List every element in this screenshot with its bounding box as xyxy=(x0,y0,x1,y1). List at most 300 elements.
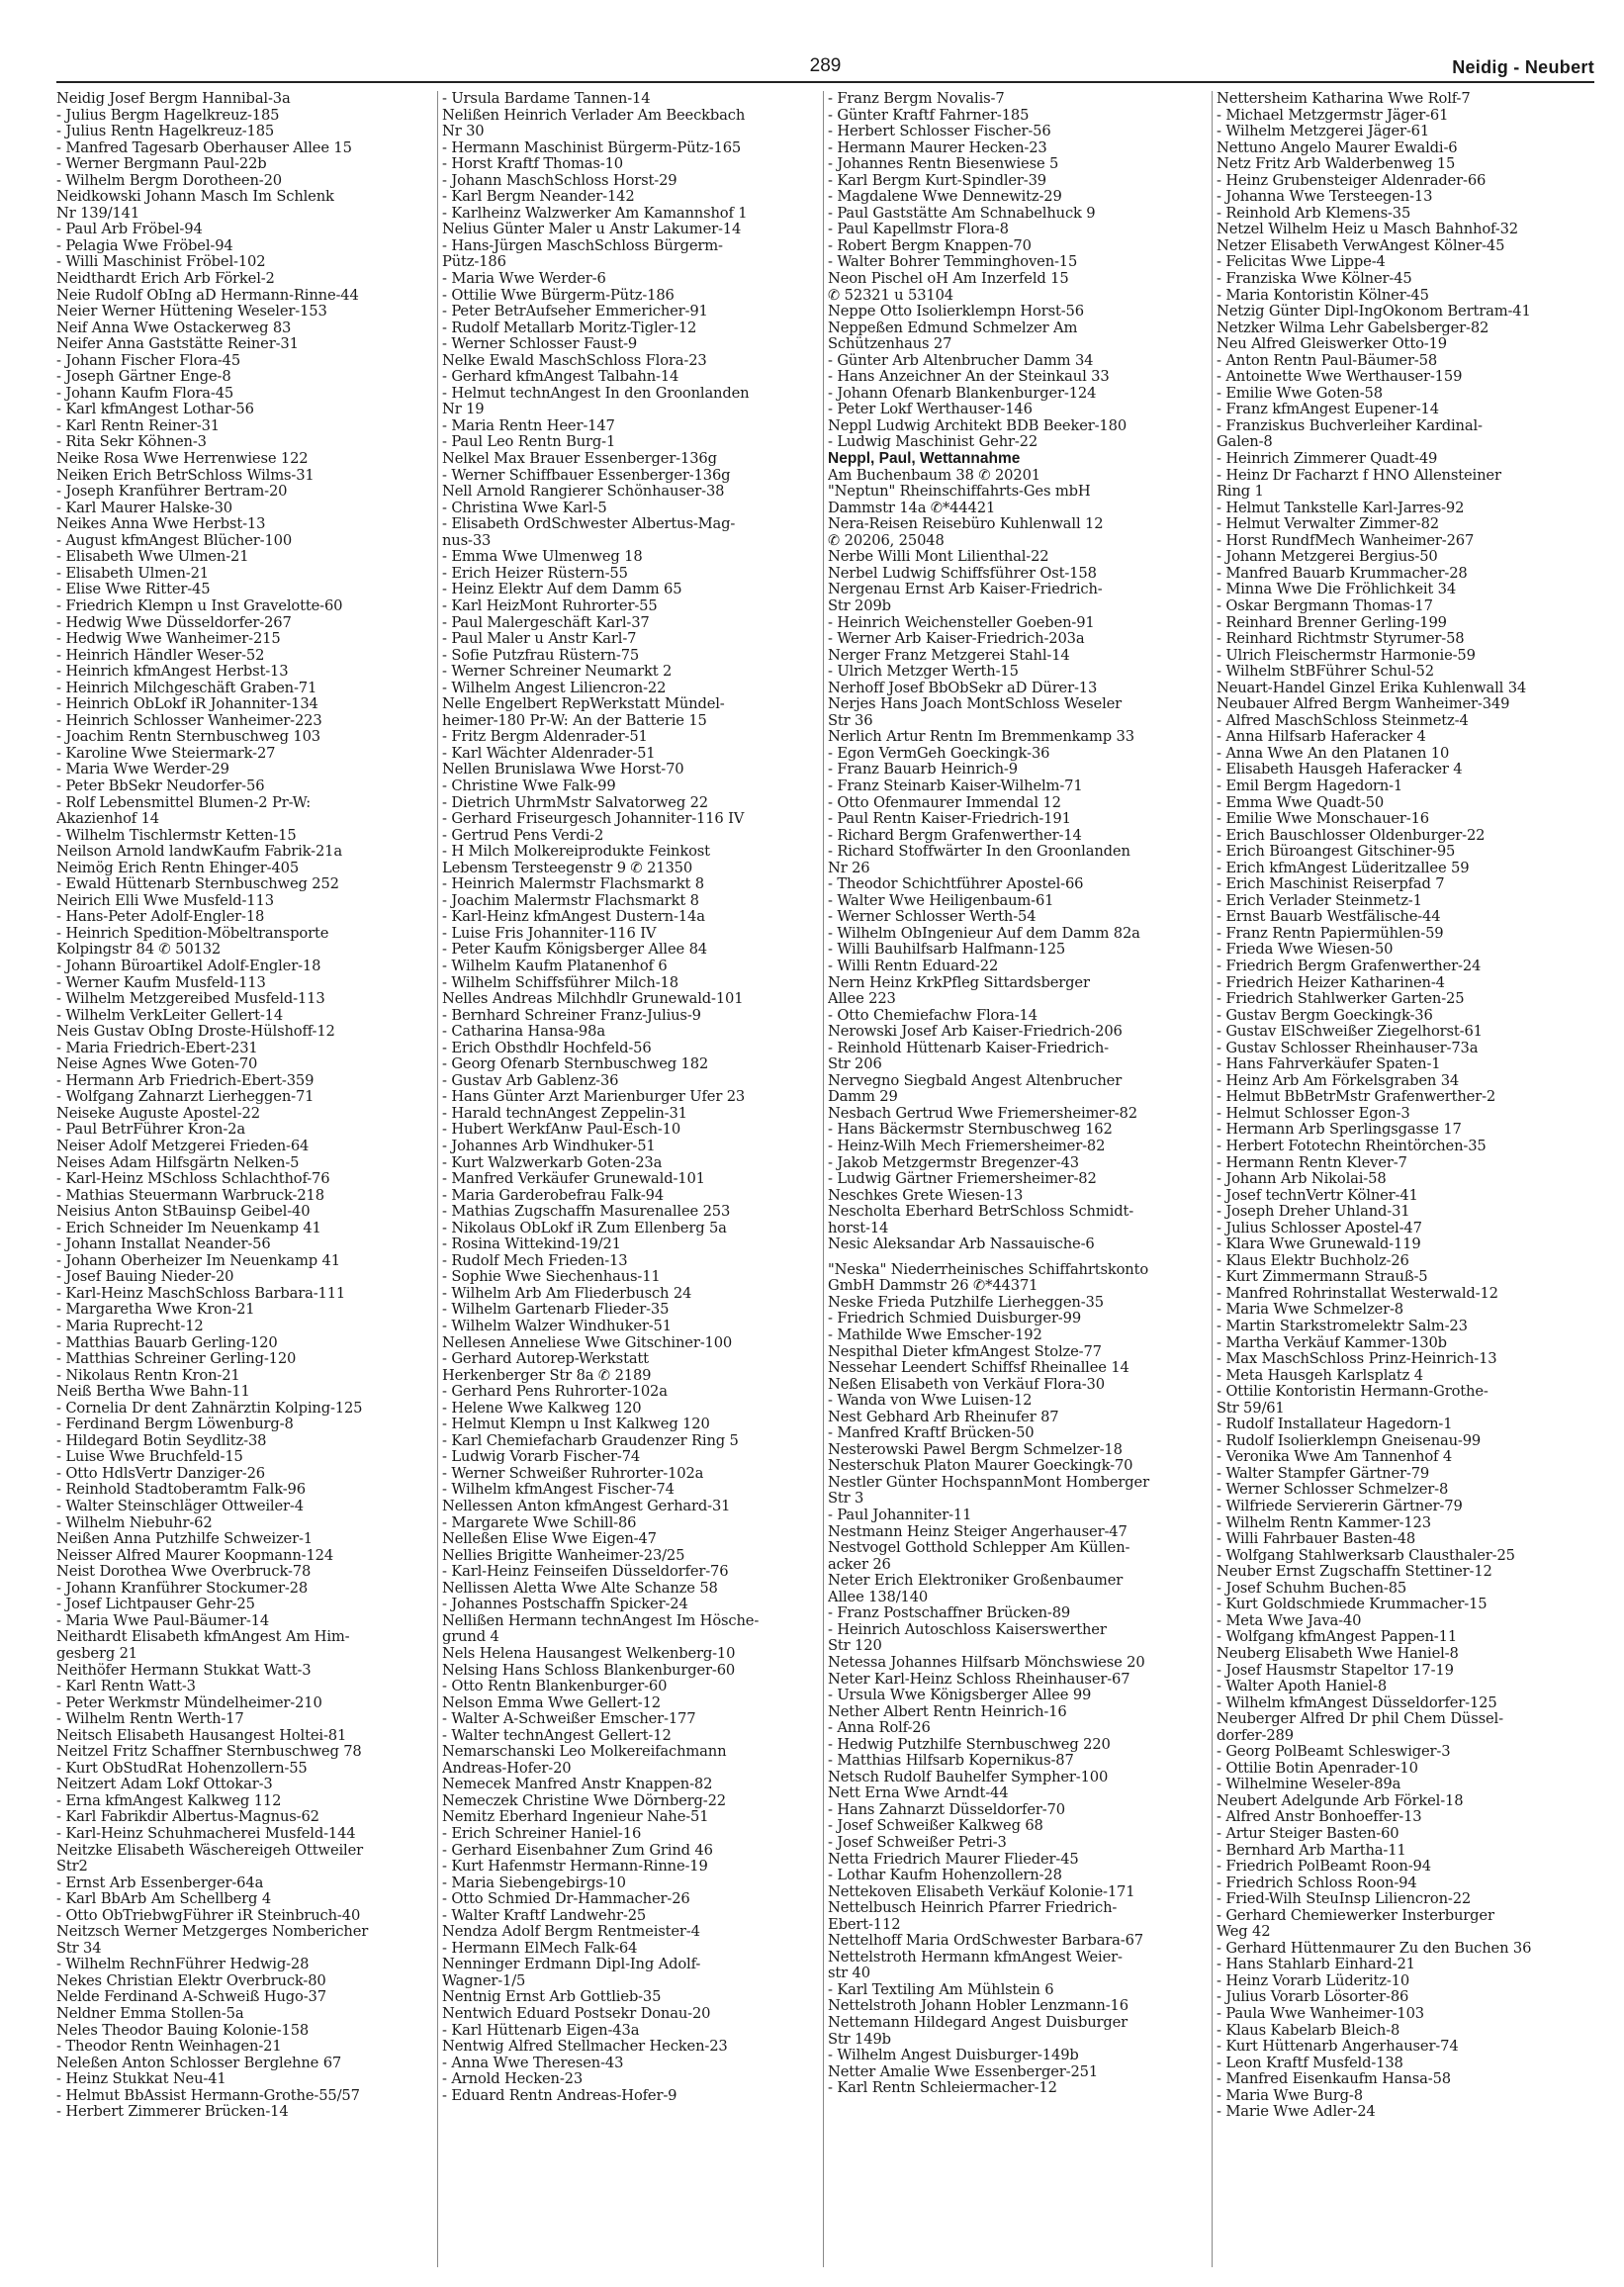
directory-entry-line: - Wilhelm kfmAngest Düsseldorfer-125 xyxy=(1217,1694,1497,1711)
directory-entry-line: - Manfred Verkäufer Grunewald-101 xyxy=(442,1171,705,1188)
directory-entry-line: - Reinhold Hüttenarb Kaiser-Friedrich- xyxy=(828,1040,1109,1056)
directory-entry-line: - Werner Schweißer Ruhrorter-102a xyxy=(442,1465,704,1482)
directory-entry-line: Neppeßen Edmund Schmelzer Am xyxy=(828,320,1078,336)
directory-entry-line: - Franz Postschaffner Brücken-89 xyxy=(828,1605,1071,1622)
directory-entry-line: - Kurt Hüttenarb Angerhauser-74 xyxy=(1217,2039,1459,2056)
directory-entry-line: Galen-8 xyxy=(1217,434,1273,451)
directory-entry-line: - Meta Wwe Java-40 xyxy=(1217,1612,1362,1629)
directory-entry-line: - Franziska Wwe Kölner-45 xyxy=(1217,271,1412,288)
directory-entry-line: - Wilhelm Walzer Windhuker-51 xyxy=(442,1319,672,1335)
directory-entry-line: - Peter BbSekr Neudorfer-56 xyxy=(56,778,265,794)
directory-entry-line: Nerowski Josef Arb Kaiser-Friedrich-206 xyxy=(828,1024,1123,1041)
directory-entry-line: - Wolfgang Zahnarzt Lierheggen-71 xyxy=(56,1089,315,1106)
directory-entry-line: Nentwig Alfred Stellmacher Hecken-23 xyxy=(442,2039,728,2056)
directory-entry-line: Nesbach Gertrud Wwe Friemersheimer-82 xyxy=(828,1105,1137,1122)
directory-entry-line: - Paul Rentn Kaiser-Friedrich-191 xyxy=(828,811,1071,828)
directory-entry-line: - Otto ObTriebwgFührer iR Steinbruch-40 xyxy=(56,1907,361,1924)
directory-entry-line: - Rudolf Isolierklempn Gneisenau-99 xyxy=(1217,1432,1482,1449)
directory-entry-line: - Wanda von Wwe Luisen-12 xyxy=(828,1393,1033,1410)
directory-column-3 xyxy=(828,91,1202,2097)
directory-entry-line: - Wilfriede Serviererin Gärtner-79 xyxy=(1217,1499,1463,1515)
directory-entry-line: horst-14 xyxy=(828,1220,889,1236)
directory-entry-line: acker 26 xyxy=(828,1556,891,1573)
directory-entry-line: - Hubert WerkfAnw Paul-Esch-10 xyxy=(442,1122,681,1139)
directory-entry-line: - Horst Kraftf Thomas-10 xyxy=(442,156,623,173)
directory-entry-line: Ebert-112 xyxy=(828,1916,901,1933)
directory-entry-line: Nettersheim Katharina Wwe Rolf-7 xyxy=(1217,91,1471,107)
directory-entry-line: - Helmut Schlosser Egon-3 xyxy=(1217,1105,1410,1122)
directory-entry-line: Neleßen Anton Schlosser Berglehne 67 xyxy=(56,2055,342,2071)
directory-entry-line: - Maria Rentn Heer-147 xyxy=(442,417,615,434)
directory-entry-line: - Margaretha Wwe Kron-21 xyxy=(56,1302,255,1319)
directory-entry-line: - Karl-Heinz kfmAngest Dustern-14a xyxy=(442,909,705,926)
directory-entry-line: - Heinrich Schlosser Wanheimer-223 xyxy=(56,712,322,729)
directory-entry-line: - Heinrich Händler Weser-52 xyxy=(56,647,265,664)
directory-entry-line: Neikes Anna Wwe Herbst-13 xyxy=(56,516,266,533)
directory-entry-line: - Heinrich Spedition-Möbeltransporte xyxy=(56,925,329,942)
directory-entry-line: Nellissen Aletta Wwe Alte Schanze 58 xyxy=(442,1580,718,1597)
directory-entry-line: - Margarete Wwe Schill-86 xyxy=(442,1514,637,1531)
directory-entry-line: Nemitz Eberhard Ingenieur Nahe-51 xyxy=(442,1809,709,1826)
directory-entry-line: - Meta Hausgeh Karlsplatz 4 xyxy=(1217,1367,1423,1384)
directory-entry-line: - Artur Steiger Basten-60 xyxy=(1217,1825,1399,1842)
directory-entry-line: - Alfred Anstr Bonhoeffer-13 xyxy=(1217,1809,1422,1826)
directory-entry-line: - Michael Metzgermstr Jäger-61 xyxy=(1217,107,1449,124)
directory-entry-line: - Karl Rentn Watt-3 xyxy=(56,1679,196,1695)
directory-entry-line: - Josef Schuhm Buchen-85 xyxy=(1217,1580,1407,1597)
directory-entry-line: - Johann Arb Nikolai-58 xyxy=(1217,1171,1387,1188)
directory-entry-line: - Heinz Arb Am Förkelsgraben 34 xyxy=(1217,1072,1460,1089)
directory-entry-line: - Walter Wwe Heiligenbaum-61 xyxy=(828,892,1054,909)
directory-entry-line: - Helmut BbBetrMstr Grafenwerther-2 xyxy=(1217,1089,1496,1106)
directory-entry-line: - Wolfgang kfmAngest Pappen-11 xyxy=(1217,1629,1458,1646)
directory-entry-line: Akazienhof 14 xyxy=(56,811,159,828)
directory-entry-line: - Peter Werkmstr Mündelheimer-210 xyxy=(56,1694,322,1711)
directory-entry-line: - Heinz-Wilh Mech Friemersheimer-82 xyxy=(828,1139,1106,1154)
directory-entry-line: - Erich kfmAngest Lüderitzallee 59 xyxy=(1217,860,1470,876)
directory-entry-line: - Rudolf Metallarb Moritz-Tigler-12 xyxy=(442,320,697,336)
directory-entry-line: Nellißen Hermann technAngest Im Hösche- xyxy=(442,1612,760,1629)
directory-entry-line: - Heinz Stukkat Neu-41 xyxy=(56,2071,226,2088)
directory-entry-line: Nr 26 xyxy=(828,860,870,876)
directory-entry-line: - Walter technAngest Gellert-12 xyxy=(442,1727,672,1744)
directory-entry-line: Str 120 xyxy=(828,1638,882,1655)
directory-entry-line: Nellies Brigitte Wanheimer-23/25 xyxy=(442,1547,685,1564)
directory-entry-line: Neis Gustav ObIng Droste-Hülshoff-12 xyxy=(56,1024,335,1041)
directory-entry-line: - Wilhelm Bergm Dorotheen-20 xyxy=(56,172,282,189)
directory-entry-line: - Mathias Zugschaffn Masurenallee 253 xyxy=(442,1204,731,1221)
directory-entry-line: - Emilie Wwe Monschauer-16 xyxy=(1217,811,1430,828)
directory-entry-line: Neter Karl-Heinz Schloss Rheinhauser-67 xyxy=(828,1671,1130,1688)
directory-entry-line: Neie Rudolf ObIng aD Hermann-Rinne-44 xyxy=(56,287,359,304)
directory-entry-line: Nels Helena Hausangest Welkenberg-10 xyxy=(442,1645,736,1662)
directory-entry-line: - Gerhard kfmAngest Talbahn-14 xyxy=(442,369,679,386)
directory-entry-line: - Ulrich Metzger Werth-15 xyxy=(828,664,1019,681)
directory-entry-line: - Franz Bauarb Heinrich-9 xyxy=(828,762,1018,778)
page-number: 289 xyxy=(809,55,842,76)
directory-entry-line: - Hans Günter Arzt Marienburger Ufer 23 xyxy=(442,1089,746,1106)
directory-entry-line: - Wilhelm Niebuhr-62 xyxy=(56,1514,213,1531)
directory-entry-line: "Neska" Niederrheinisches Schiffahrtskonto xyxy=(828,1261,1149,1278)
directory-entry-line: - Wilhelm Tischlermstr Ketten-15 xyxy=(56,827,297,844)
directory-entry-line: - Franz Bergm Novalis-7 xyxy=(828,91,1005,107)
directory-entry-line: - Werner Bergmann Paul-22b xyxy=(56,156,267,173)
directory-entry-line: Nerbel Ludwig Schiffsführer Ost-158 xyxy=(828,565,1097,582)
directory-entry-line: - Karl Rentn Reiner-31 xyxy=(56,417,220,434)
directory-entry-line: Str 59/61 xyxy=(1217,1400,1285,1417)
directory-entry-line: - Josef Schweißer Petri-3 xyxy=(828,1834,1007,1851)
directory-entry-line: - Paul Gaststätte Am Schnabelhuck 9 xyxy=(828,205,1096,222)
directory-entry-line: - Cornelia Dr dent Zahnärztin Kolping-125 xyxy=(56,1400,363,1417)
directory-entry-line: ✆ 52321 u 53104 xyxy=(828,287,953,304)
directory-entry-line: - Emil Bergm Hagedorn-1 xyxy=(1217,778,1403,794)
directory-entry-line: - Heinrich Milchgeschäft Graben-71 xyxy=(56,680,317,696)
directory-entry-line: Neßen Elisabeth von Verkäuf Flora-30 xyxy=(828,1376,1105,1393)
directory-entry-line: - Willi Bauhilfsarb Halfmann-125 xyxy=(828,942,1066,959)
directory-entry-line: - Johann Kaufm Flora-45 xyxy=(56,385,234,402)
directory-entry-line: - Kurt Walzwerkarb Goten-23a xyxy=(442,1154,663,1171)
directory-entry-line: - Jakob Metzgermstr Bregenzer-43 xyxy=(828,1154,1079,1171)
column-divider xyxy=(1212,91,1213,2267)
directory-entry-line: - Manfred Tagesarb Oberhauser Allee 15 xyxy=(56,139,352,156)
directory-entry-line: - Reinhard Richtmstr Styrumer-58 xyxy=(1217,631,1465,648)
directory-entry-line: dorfer-289 xyxy=(1217,1727,1294,1744)
directory-entry-line: - Werner Schlosser Werth-54 xyxy=(828,909,1037,926)
directory-entry-line: gesberg 21 xyxy=(56,1645,138,1662)
directory-entry-line: - Johann Kranführer Stockumer-28 xyxy=(56,1580,309,1597)
directory-entry-line: - Erich Maschinist Reiserpfad 7 xyxy=(1217,876,1445,893)
directory-entry-line: - Gustav Arb Gablenz-36 xyxy=(442,1072,619,1089)
directory-entry-line: - Peter Lokf Werthauser-146 xyxy=(828,402,1033,418)
directory-entry-line: Nr 139/141 xyxy=(56,205,140,222)
directory-entry-line: Nettelbusch Heinrich Pfarrer Friedrich- xyxy=(828,1900,1118,1917)
directory-entry-line: - Gerhard Friseurgesch Johanniter-116 IV xyxy=(442,811,745,828)
directory-entry-line: Nessehar Leendert Schiffsf Rheinallee 14 xyxy=(828,1360,1129,1377)
directory-entry-line: - Ottilie Kontoristin Hermann-Grothe- xyxy=(1217,1384,1489,1401)
directory-entry-line: Lebensm Tersteegenstr 9 ✆ 21350 xyxy=(442,860,693,876)
directory-entry-line: Neubert Adelgunde Arb Förkel-18 xyxy=(1217,1792,1464,1809)
directory-entry-line: Nerhoff Josef BbObSekr aD Dürer-13 xyxy=(828,680,1098,696)
directory-entry-line: Pütz-186 xyxy=(442,254,506,271)
directory-entry-line: - Horst RundfMech Wanheimer-267 xyxy=(1217,532,1475,549)
directory-entry-line: - Karl-Heinz Feinseifen Düsseldorfer-76 xyxy=(442,1564,729,1581)
directory-entry-line: - Catharina Hansa-98a xyxy=(442,1024,605,1041)
directory-entry-line: - Max MaschSchloss Prinz-Heinrich-13 xyxy=(1217,1351,1497,1368)
directory-entry-line: - Karl Rentn Schleiermacher-12 xyxy=(828,2080,1057,2097)
directory-entry-line: Neuberger Alfred Dr phil Chem Düssel- xyxy=(1217,1711,1503,1728)
directory-entry-line: - Paul Maler u Anstr Karl-7 xyxy=(442,631,637,648)
directory-entry-line: Nelsing Hans Schloss Blankenburger-60 xyxy=(442,1662,736,1679)
directory-entry-line: - Karl Bergm Neander-142 xyxy=(442,189,635,206)
directory-entry-line: Nettemann Hildegard Angest Duisburger xyxy=(828,2014,1128,2031)
directory-entry-line: - Hans Bäckermstr Sternbuschweg 162 xyxy=(828,1122,1113,1139)
directory-entry-line: - Leon Kraftf Musfeld-138 xyxy=(1217,2055,1403,2071)
directory-entry-line: - Nikolaus Rentn Kron-21 xyxy=(56,1367,240,1384)
directory-entry-line: - Paul Leo Rentn Burg-1 xyxy=(442,434,616,451)
directory-entry-line: - Franz Steinarb Kaiser-Wilhelm-71 xyxy=(828,778,1083,794)
directory-entry-line: - Wilhelm Metzgereibed Musfeld-113 xyxy=(56,991,325,1008)
directory-entry-line: - Hermann Arb Sperlingsgasse 17 xyxy=(1217,1122,1462,1139)
directory-entry-line: - Hedwig Wwe Wanheimer-215 xyxy=(56,631,281,648)
directory-entry-line: - Felicitas Wwe Lippe-4 xyxy=(1217,254,1386,271)
directory-entry-line: - Werner Schreiner Neumarkt 2 xyxy=(442,664,673,681)
directory-entry-line: - Josef Lichtpauser Gehr-25 xyxy=(56,1597,255,1613)
directory-entry-line: Nera-Reisen Reisebüro Kuhlenwall 12 xyxy=(828,516,1104,533)
directory-entry-line: - Gerhard Autorep-Werkstatt xyxy=(442,1351,649,1368)
directory-column-1 xyxy=(56,91,430,2121)
directory-entry-line: - Elisabeth Hausgeh Haferacker 4 xyxy=(1217,762,1463,778)
directory-entry-line: - H Milch Molkereiprodukte Feinkost xyxy=(442,844,710,861)
directory-entry-line: - Karl-Heinz MaschSchloss Barbara-111 xyxy=(56,1285,346,1302)
directory-entry-line: - Karl BbArb Am Schellberg 4 xyxy=(56,1891,272,1908)
directory-entry-line: - Rudolf Installateur Hagedorn-1 xyxy=(1217,1417,1453,1433)
directory-entry-line: - Nikolaus ObLokf iR Zum Ellenberg 5a xyxy=(442,1220,727,1236)
directory-entry-line: Neuberg Elisabeth Wwe Haniel-8 xyxy=(1217,1645,1459,1662)
directory-entry-line: - Maria Wwe Schmelzer-8 xyxy=(1217,1302,1403,1319)
directory-entry-line: Netzer Elisabeth VerwAngest Kölner-45 xyxy=(1217,237,1505,254)
directory-entry-line: Netessa Johannes Hilfsarb Mönchswiese 20 xyxy=(828,1654,1145,1671)
directory-entry-line: Neske Frieda Putzhilfe Lierheggen-35 xyxy=(828,1294,1104,1311)
directory-entry-line: - August kfmAngest Blücher-100 xyxy=(56,532,293,549)
directory-entry-line: Nern Heinz KrkPfleg Sittardsberger xyxy=(828,974,1090,991)
directory-entry-line: - Julius Schlosser Apostel-47 xyxy=(1217,1220,1422,1236)
directory-entry-line: Neitsch Elisabeth Hausangest Holtei-81 xyxy=(56,1727,347,1744)
directory-entry-line: - Josef Schweißer Kalkweg 68 xyxy=(828,1818,1043,1835)
directory-entry-line: - Karl Textiling Am Mühlstein 6 xyxy=(828,1981,1054,1998)
directory-entry-line: Neuart-Handel Ginzel Erika Kuhlenwall 34 xyxy=(1217,680,1527,696)
directory-entry-line: - Antoinette Wwe Werthauser-159 xyxy=(1217,369,1463,386)
directory-entry-line: Nelles Andreas Milchhdlr Grunewald-101 xyxy=(442,991,744,1008)
directory-entry-line: - Friedrich Heizer Katharinen-4 xyxy=(1217,974,1445,991)
directory-entry-line: - Ulrich Fleischermstr Harmonie-59 xyxy=(1217,647,1476,664)
directory-entry-line: - Herbert Zimmerer Brücken-14 xyxy=(56,2104,289,2121)
directory-entry-line: Neppl Ludwig Architekt BDB Beeker-180 xyxy=(828,417,1128,434)
directory-entry-line: - Emma Wwe Quadt-50 xyxy=(1217,794,1385,811)
directory-entry-line: - Ursula Wwe Königsberger Allee 99 xyxy=(828,1688,1092,1704)
directory-entry-line: - Lothar Kaufm Hohenzollern-28 xyxy=(828,1868,1062,1884)
directory-entry-line: - Ernst Arb Essenberger-64a xyxy=(56,1875,264,1891)
directory-entry-line: - Fritz Bergm Aldenrader-51 xyxy=(442,729,648,746)
directory-entry-line: - Otto Rentn Blankenburger-60 xyxy=(442,1679,668,1695)
directory-entry-line: - Ursula Bardame Tannen-14 xyxy=(442,91,651,107)
directory-entry-line: - Johannes Arb Windhuker-51 xyxy=(442,1139,656,1154)
directory-entry-line: - Mathilde Wwe Emscher-192 xyxy=(828,1327,1042,1344)
directory-entry-line: - Hans Stahlarb Einhard-21 xyxy=(1217,1957,1415,1973)
directory-entry-line: - Pelagia Wwe Fröbel-94 xyxy=(56,237,233,254)
directory-entry-line: Neif Anna Wwe Ostackerweg 83 xyxy=(56,320,292,336)
directory-entry-line: - Josef Bauing Nieder-20 xyxy=(56,1269,234,1286)
directory-entry-line: str 40 xyxy=(828,1966,870,1982)
directory-entry-line: Weg 42 xyxy=(1217,1924,1271,1941)
directory-entry-line: - Anna Rolf-26 xyxy=(828,1720,931,1737)
directory-entry-line: - Willi Rentn Eduard-22 xyxy=(828,958,999,974)
directory-entry-line: - Anna Hilfsarb Haferacker 4 xyxy=(1217,729,1426,746)
directory-entry-line: Nellesen Anneliese Wwe Gitschiner-100 xyxy=(442,1334,733,1351)
directory-entry-line: - Helmut BbAssist Hermann-Grothe-55/57 xyxy=(56,2087,360,2104)
directory-entry-line: Nentwich Eduard Postsekr Donau-20 xyxy=(442,2005,711,2022)
directory-entry-line: - Wilhelm Gartenarb Flieder-35 xyxy=(442,1302,670,1319)
directory-entry-line: - Wilhelm Metzgerei Jäger-61 xyxy=(1217,124,1430,140)
directory-entry-line: - Joachim Malermstr Flachsmarkt 8 xyxy=(442,892,699,909)
directory-entry-line: - Erich Schneider Im Neuenkamp 41 xyxy=(56,1220,321,1236)
directory-entry-line: - Hermann Arb Friedrich-Ebert-359 xyxy=(56,1072,315,1089)
directory-entry-line: Nett Erna Wwe Arndt-44 xyxy=(828,1785,1009,1802)
directory-entry-line: Neier Werner Hüttening Weseler-153 xyxy=(56,304,327,320)
directory-entry-line: - Karl-Heinz MSchloss Schlachthof-76 xyxy=(56,1171,330,1188)
directory-entry-line: - Erich Heizer Rüstern-55 xyxy=(442,565,628,582)
directory-entry-line: Neise Agnes Wwe Goten-70 xyxy=(56,1056,258,1073)
directory-entry-line: Nerlich Artur Rentn Im Bremmenkamp 33 xyxy=(828,729,1134,746)
directory-entry-line: - Helmut technAngest In den Groonlanden xyxy=(442,385,750,402)
directory-entry-line: - Johann Metzgerei Bergius-50 xyxy=(1217,549,1438,566)
directory-entry-line: - Minna Wwe Die Fröhlichkeit 34 xyxy=(1217,582,1457,598)
directory-entry-line: - Paul Kapellmstr Flora-8 xyxy=(828,222,1009,238)
directory-entry-line: - Günter Arb Altenbrucher Damm 34 xyxy=(828,352,1094,369)
directory-entry-line: - Heinrich Zimmerer Quadt-49 xyxy=(1217,451,1438,468)
directory-entry-line: - Reinhold Arb Klemens-35 xyxy=(1217,205,1411,222)
directory-entry-line: Nentnig Ernst Arb Gottlieb-35 xyxy=(442,1989,662,2006)
directory-entry-line: - Joseph Kranführer Bertram-20 xyxy=(56,484,288,501)
directory-entry-line: - Gustav Bergm Goeckingk-36 xyxy=(1217,1007,1433,1024)
directory-entry-line: Neisser Alfred Maurer Koopmann-124 xyxy=(56,1547,334,1564)
directory-entry-line: - Frieda Wwe Wiesen-50 xyxy=(1217,942,1394,959)
directory-entry-line: Nesterschuk Platon Maurer Goeckingk-70 xyxy=(828,1458,1133,1475)
directory-entry-line: - Paul BetrFührer Kron-2a xyxy=(56,1122,245,1139)
directory-entry-line: - Manfred Kraftf Brücken-50 xyxy=(828,1425,1035,1442)
directory-entry-line: - Rolf Lebensmittel Blumen-2 Pr-W: xyxy=(56,794,312,811)
directory-entry-line: - Werner Arb Kaiser-Friedrich-203a xyxy=(828,631,1085,648)
directory-entry-line: Neitzert Adam Lokf Ottokar-3 xyxy=(56,1777,273,1793)
directory-entry-line: - Ludwig Gärtner Friemersheimer-82 xyxy=(828,1171,1097,1188)
header-rule xyxy=(56,81,1594,83)
directory-entry-line: Nettelstroth Johann Hobler Lenzmann-16 xyxy=(828,1998,1128,2015)
directory-entry-line: - Richard Stoffwärter In den Groonlanden xyxy=(828,844,1130,861)
directory-entry-line: - Hermann ElMech Falk-64 xyxy=(442,1940,638,1957)
directory-entry-line: - Reinhard Brenner Gerling-199 xyxy=(1217,614,1447,631)
directory-entry-line: Neles Theodor Bauing Kolonie-158 xyxy=(56,2022,310,2039)
directory-entry-line: - Ottilie Botin Apenrader-10 xyxy=(1217,1760,1418,1777)
directory-entry-line: - Anna Wwe Theresen-43 xyxy=(442,2055,624,2071)
directory-entry-line: Nelke Ewald MaschSchloss Flora-23 xyxy=(442,352,707,369)
directory-entry-line: Netz Fritz Arb Walderbenweg 15 xyxy=(1217,156,1456,173)
directory-entry-line: - Erich Obsthdlr Hochfeld-56 xyxy=(442,1040,652,1056)
directory-entry-line: Ring 1 xyxy=(1217,484,1264,501)
directory-entry-line: - Klara Wwe Grunewald-119 xyxy=(1217,1236,1421,1253)
directory-entry-line: Nergenau Ernst Arb Kaiser-Friedrich- xyxy=(828,582,1103,598)
directory-entry-line: - Julius Rentn Hagelkreuz-185 xyxy=(56,124,275,140)
directory-entry-line: Neter Erich Elektroniker Großenbaumer xyxy=(828,1573,1124,1590)
directory-entry-line: Netzig Günter Dipl-IngÖkonom Bertram-41 xyxy=(1217,304,1531,320)
directory-entry-line: - Sofie Putzfrau Rüstern-75 xyxy=(442,647,640,664)
directory-entry-line: - Walter A-Schweißer Emscher-177 xyxy=(442,1711,696,1728)
directory-entry-line: Nr 30 xyxy=(442,124,485,140)
directory-entry-line: - Paul Malergeschäft Karl-37 xyxy=(442,614,650,631)
directory-entry-line: Nelson Emma Wwe Gellert-12 xyxy=(442,1694,661,1711)
directory-entry-line: - Wilhelm Rentn Kammer-123 xyxy=(1217,1514,1431,1531)
directory-entry-line: - Kurt ObStudRat Hohenzollern-55 xyxy=(56,1760,308,1777)
directory-entry-line: Str 3 xyxy=(828,1491,864,1508)
directory-entry-line: - Karl Wächter Aldenrader-51 xyxy=(442,745,656,762)
directory-entry-line: Nelle Engelbert RepWerkstatt Mündel- xyxy=(442,696,725,713)
directory-entry-line: Nettelstroth Hermann kfmAngest Weier- xyxy=(828,1949,1123,1966)
directory-entry-line: - Paula Wwe Wanheimer-103 xyxy=(1217,2005,1424,2022)
directory-entry-line: Neschkes Grete Wiesen-13 xyxy=(828,1187,1024,1204)
directory-entry-line: - Walter Bohrer Temminghoven-15 xyxy=(828,254,1078,271)
directory-entry-line: Herkenberger Str 8a ✆ 2189 xyxy=(442,1367,652,1384)
directory-entry-line: - Wilhelm Rentn Werth-17 xyxy=(56,1711,244,1728)
directory-entry-line: - Friedrich PolBeamt Roon-94 xyxy=(1217,1859,1431,1875)
directory-entry-line: - Fried-Wilh SteuInsp Liliencron-22 xyxy=(1217,1891,1472,1908)
directory-entry-line: - Hans Fahrverkäufer Spaten-1 xyxy=(1217,1056,1441,1073)
directory-entry-line: Nest Gebhard Arb Rheinufer 87 xyxy=(828,1409,1059,1425)
directory-entry-line: - Maria Wwe Werder-29 xyxy=(56,762,229,778)
directory-entry-line: - Emma Wwe Ulmenweg 18 xyxy=(442,549,643,566)
directory-entry-line: - Heinz Grubensteiger Aldenrader-66 xyxy=(1217,172,1487,189)
directory-entry-line: - Kurt Goldschmiede Krummacher-15 xyxy=(1217,1597,1488,1613)
directory-entry-line: - Paul Arb Fröbel-94 xyxy=(56,222,203,238)
directory-entry-line: - Joachim Rentn Sternbuschweg 103 xyxy=(56,729,320,746)
directory-entry-line: - Maria Ruprecht-12 xyxy=(56,1319,204,1335)
directory-entry-line: - Josef Hausmstr Stapeltor 17-19 xyxy=(1217,1662,1454,1679)
directory-entry-line: - Martha Verkäuf Kammer-130b xyxy=(1217,1334,1447,1351)
directory-entry-line: Str 36 xyxy=(828,712,873,729)
directory-entry-line: - Werner Schlosser Schmelzer-8 xyxy=(1217,1482,1449,1499)
directory-entry-line: nus-33 xyxy=(442,532,492,549)
directory-entry-line: - Heinrich Weichensteller Goeben-91 xyxy=(828,614,1095,631)
directory-entry-line: Nespithal Dieter kfmAngest Stolze-77 xyxy=(828,1343,1102,1360)
directory-entry-line: Str 149b xyxy=(828,2031,891,2048)
directory-entry-line: Neuber Ernst Zugschaffn Stettiner-12 xyxy=(1217,1564,1492,1581)
directory-entry-line: Neiser Adolf Metzgerei Frieden-64 xyxy=(56,1139,310,1154)
directory-entry-line: Nestvogel Gotthold Schlepper Am Küllen- xyxy=(828,1540,1130,1557)
directory-entry-line: Netsch Rudolf Bauhelfer Sympher-100 xyxy=(828,1769,1109,1785)
directory-entry-line: - Oskar Bergmann Thomas-17 xyxy=(1217,597,1433,614)
directory-entry-line: ✆ 20206, 25048 xyxy=(828,532,945,549)
directory-entry-line: - Matthias Schreiner Gerling-120 xyxy=(56,1351,297,1368)
directory-entry-line: grund 4 xyxy=(442,1629,499,1646)
directory-entry-line: - Johanna Wwe Tersteegen-13 xyxy=(1217,189,1433,206)
directory-entry-line: - Willi Maschinist Fröbel-102 xyxy=(56,254,266,271)
directory-entry-line: - Elisabeth Wwe Ulmen-21 xyxy=(56,549,249,566)
directory-entry-line: Andreas-Hofer-20 xyxy=(442,1760,572,1777)
directory-entry-line: - Helmut Klempn u Inst Kalkweg 120 xyxy=(442,1417,710,1433)
directory-entry-line: - Otto HdlsVertr Danziger-26 xyxy=(56,1465,265,1482)
directory-entry-line: Nescholta Eberhard BetrSchloss Schmidt- xyxy=(828,1204,1134,1221)
column-divider xyxy=(823,91,824,2267)
directory-entry-line: - Maria Siebengebirgs-10 xyxy=(442,1875,626,1891)
directory-entry-line: - Walter Stampfer Gärtner-79 xyxy=(1217,1465,1430,1482)
directory-entry-line: - Friedrich Bergm Grafenwerther-24 xyxy=(1217,958,1482,974)
directory-entry-line: Neu Alfred Gleiswerker Otto-19 xyxy=(1217,336,1447,353)
directory-entry-line: - Elisabeth OrdSchwester Albertus-Mag- xyxy=(442,516,736,533)
directory-entry-line: - Georg Ofenarb Sternbuschweg 182 xyxy=(442,1056,709,1073)
directory-entry-line: - Heinrich kfmAngest Herbst-13 xyxy=(56,664,289,681)
directory-entry-line: - Anton Rentn Paul-Bäumer-58 xyxy=(1217,352,1438,369)
directory-entry-line: - Rosina Wittekind-19/21 xyxy=(442,1236,621,1253)
directory-entry-line: - Luise Wwe Bruchfeld-15 xyxy=(56,1449,243,1466)
directory-entry-line: - Franz Rentn Papiermühlen-59 xyxy=(1217,925,1444,942)
directory-entry-line: - Karl HeizMont Ruhrorter-55 xyxy=(442,597,658,614)
directory-entry-line: Neldner Emma Stollen-5a xyxy=(56,2005,244,2022)
directory-entry-line: - Theodor Rentn Weinhagen-21 xyxy=(56,2039,282,2056)
directory-entry-line: - Hedwig Wwe Düsseldorfer-267 xyxy=(56,614,292,631)
directory-entry-line: - Reinhold Stadtoberamtm Falk-96 xyxy=(56,1482,306,1499)
directory-entry-line: - Bernhard Arb Martha-11 xyxy=(1217,1842,1406,1859)
directory-entry-line: - Heinz Vorarb Lüderitz-10 xyxy=(1217,1972,1410,1989)
directory-entry-line: - Gerhard Eisenbahner Zum Grind 46 xyxy=(442,1842,713,1859)
directory-entry-line: - Erna kfmAngest Kalkweg 112 xyxy=(56,1792,282,1809)
directory-entry-line: - Helmut Tankstelle Karl-Jarres-92 xyxy=(1217,500,1465,516)
